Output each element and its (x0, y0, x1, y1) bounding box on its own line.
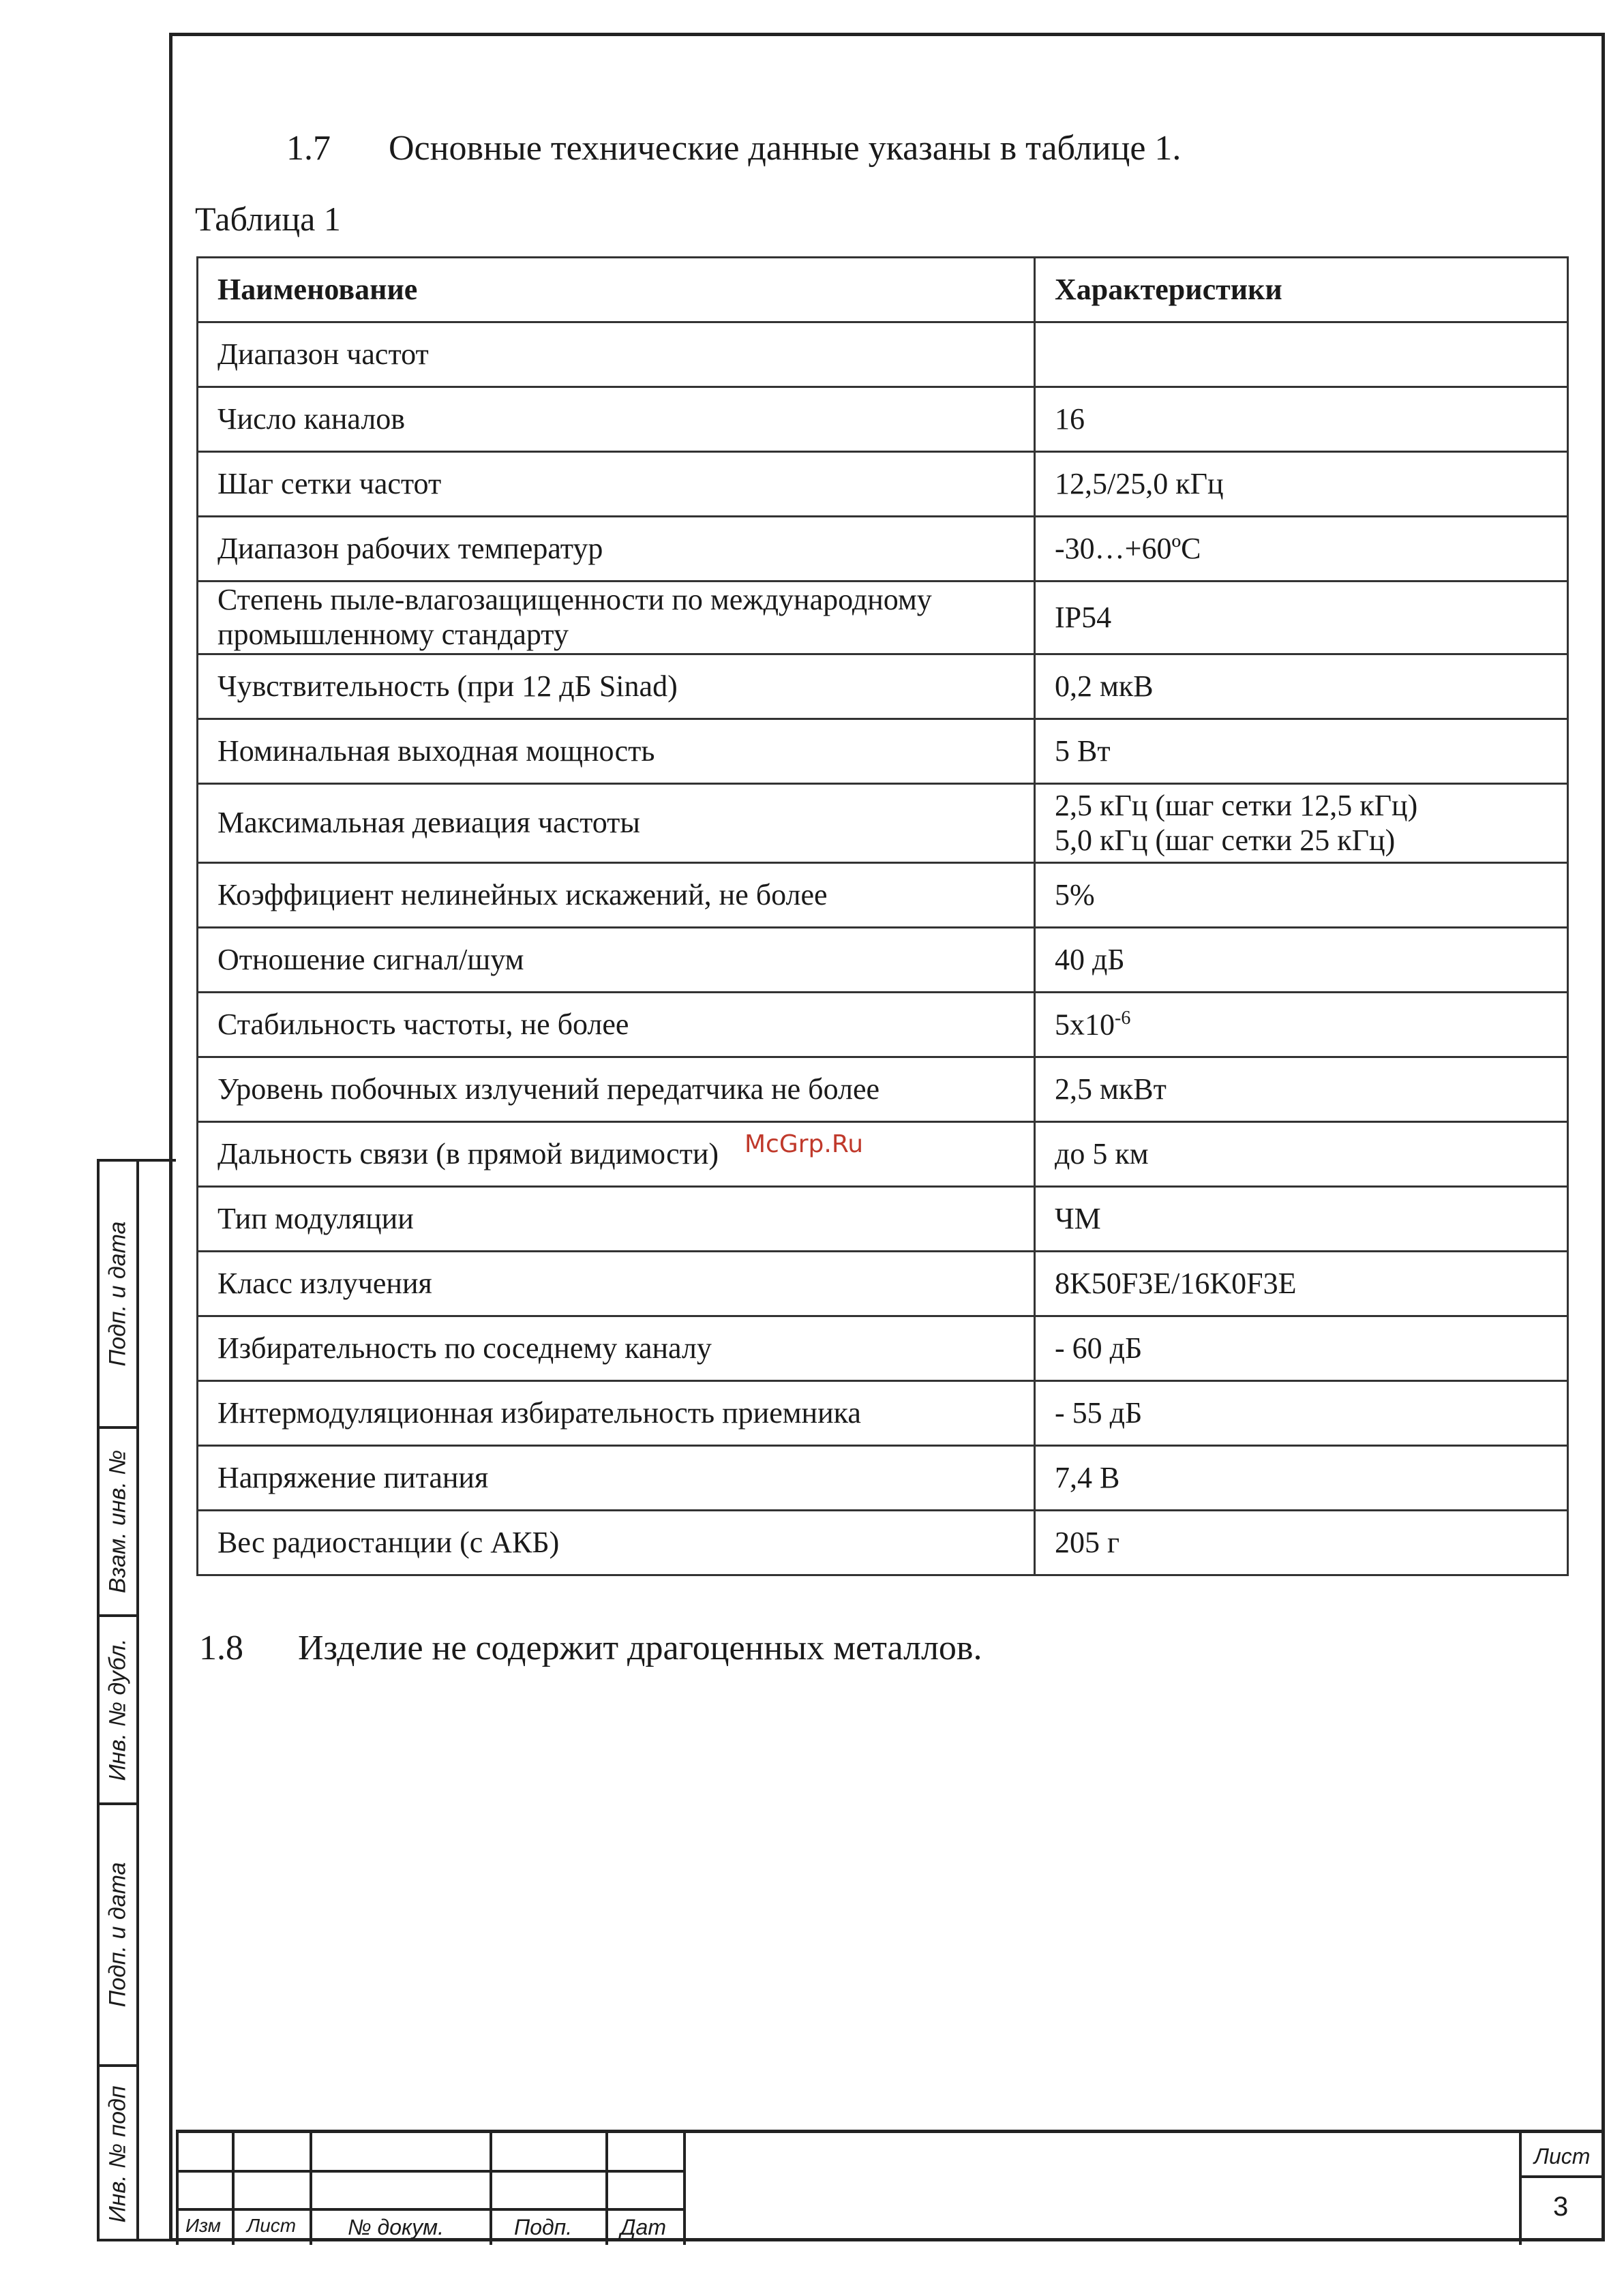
table-row (198, 928, 1568, 993)
tb-col-line (490, 2133, 492, 2245)
tb-col-line (310, 2133, 312, 2245)
spec-value: 2,5 кГц (шаг сетки 12,5 кГц) 5,0 кГц (шаг сетки 25 кГц) (1035, 784, 1568, 863)
spec-name: Номинальная выходная мощность (198, 719, 1035, 784)
table-body (198, 322, 1568, 1575)
tb-row-line (176, 2170, 686, 2173)
spec-name: Число каналов (198, 387, 1035, 452)
spec-name: Отношение сигнал/шум (198, 928, 1035, 993)
table-row (198, 387, 1568, 452)
tb-dokum: № докум. (348, 2215, 444, 2239)
tb-izm: Изм (185, 2215, 221, 2236)
sidebar-cell (100, 1805, 136, 2067)
spec-value-base: 5x10 (1055, 1008, 1115, 1042)
sidebar-label: Подп. и дата (104, 1862, 131, 2008)
table-row (198, 322, 1568, 387)
header-name: Наименование (198, 258, 1035, 322)
table-row (198, 993, 1568, 1057)
spec-value (1035, 993, 1568, 1057)
spec-value: 16 (1035, 387, 1568, 452)
tb-row-line (176, 2208, 686, 2211)
spec-value: до 5 км (1035, 1122, 1568, 1187)
tb-col-line (605, 2133, 608, 2245)
sidebar-cell (100, 2067, 136, 2241)
table-row (198, 581, 1568, 654)
table-row (198, 1316, 1568, 1381)
footer-paragraph (199, 1628, 982, 1668)
tb-list: Лист (247, 2215, 297, 2236)
spec-name: Избирательность по соседнему каналу (198, 1316, 1035, 1381)
table-row (198, 863, 1568, 928)
intro-number: 1.7 (286, 129, 331, 168)
table-caption: Таблица 1 (195, 200, 341, 238)
spec-name: Степень пыле-влагозащищенности по международному промышленному стандарту (198, 581, 1035, 654)
table-row (198, 1057, 1568, 1122)
spec-name: Максимальная девиация частоты (198, 784, 1035, 863)
table-row (198, 452, 1568, 517)
table-row (198, 654, 1568, 719)
spec-value: ЧМ (1035, 1187, 1568, 1252)
sidebar-label: Инв. № дубл. (104, 1638, 131, 1781)
tb-sheet-number: 3 (1553, 2192, 1569, 2222)
watermark: McGrp.Ru (745, 1130, 864, 1158)
spec-name: Вес радиостанции (с АКБ) (198, 1511, 1035, 1575)
spec-name: Дальность связи (в прямой видимости) (198, 1122, 1035, 1187)
spec-name: Интермодуляционная избирательность приемника (198, 1381, 1035, 1446)
table-row (198, 1252, 1568, 1316)
sidebar-cell (100, 1162, 136, 1429)
spec-value-exponent: -6 (1115, 1007, 1131, 1029)
spec-name: Уровень побочных излучений передатчика не более (198, 1057, 1035, 1122)
tb-podp: Подп. (514, 2215, 573, 2239)
sidebar-cell (100, 1617, 136, 1805)
spec-name: Стабильность частоты, не более (198, 993, 1035, 1057)
spec-value: 2,5 мкВт (1035, 1057, 1568, 1122)
spec-name: Диапазон рабочих температур (198, 517, 1035, 581)
header-value: Характеристики (1035, 258, 1568, 322)
sidebar-stamp (97, 1159, 176, 2241)
spec-name: Тип модуляции (198, 1187, 1035, 1252)
sidebar-divider (136, 1162, 139, 2239)
table-header-row (198, 258, 1568, 322)
spec-value: - 60 дБ (1035, 1316, 1568, 1381)
spec-name: Диапазон частот (198, 322, 1035, 387)
spec-value: 5% (1035, 863, 1568, 928)
tb-col-line (232, 2133, 235, 2245)
footer-number: 1.8 (199, 1629, 243, 1667)
title-block (176, 2130, 1605, 2241)
tb-dat: Дат (620, 2215, 666, 2239)
specs-table (196, 256, 1569, 1576)
intro-paragraph (286, 128, 1181, 168)
spec-value: 205 г (1035, 1511, 1568, 1575)
table-row (198, 1511, 1568, 1575)
tb-border (176, 2133, 179, 2245)
sidebar-label: Взам. инв. № (104, 1449, 131, 1594)
tb-col-line (1519, 2133, 1522, 2245)
tb-sheet-label: Лист (1534, 2144, 1591, 2169)
spec-name: Коэффициент нелинейных искажений, не более (198, 863, 1035, 928)
spec-value: 12,5/25,0 кГц (1035, 452, 1568, 517)
table-row (198, 1381, 1568, 1446)
spec-value: 5 Вт (1035, 719, 1568, 784)
table-row (198, 1122, 1568, 1187)
spec-value: 0,2 мкВ (1035, 654, 1568, 719)
sidebar-label: Инв. № подп (104, 2085, 131, 2223)
intro-text: Основные технические данные указаны в таблице 1. (389, 129, 1182, 168)
table-row (198, 784, 1568, 863)
spec-name: Шаг сетки частот (198, 452, 1035, 517)
spec-value: 40 дБ (1035, 928, 1568, 993)
spec-value: 8K50F3E/16K0F3E (1035, 1252, 1568, 1316)
spec-value: - 55 дБ (1035, 1381, 1568, 1446)
tb-row-line (1519, 2175, 1605, 2178)
sidebar-label: Подп. и дата (104, 1221, 131, 1367)
sidebar-cell (100, 1429, 136, 1617)
table-row (198, 719, 1568, 784)
table-row (198, 1187, 1568, 1252)
spec-value: -30…+60ºС (1035, 517, 1568, 581)
spec-value: 7,4 В (1035, 1446, 1568, 1511)
footer-text: Изделие не содержит драгоценных металлов. (298, 1629, 982, 1667)
table-row (198, 1446, 1568, 1511)
spec-value (1035, 322, 1568, 387)
spec-name: Класс излучения (198, 1252, 1035, 1316)
spec-value: IP54 (1035, 581, 1568, 654)
spec-name: Напряжение питания (198, 1446, 1035, 1511)
tb-col-line (683, 2133, 686, 2245)
spec-name: Чувствительность (при 12 дБ Sinad) (198, 654, 1035, 719)
table-row (198, 517, 1568, 581)
